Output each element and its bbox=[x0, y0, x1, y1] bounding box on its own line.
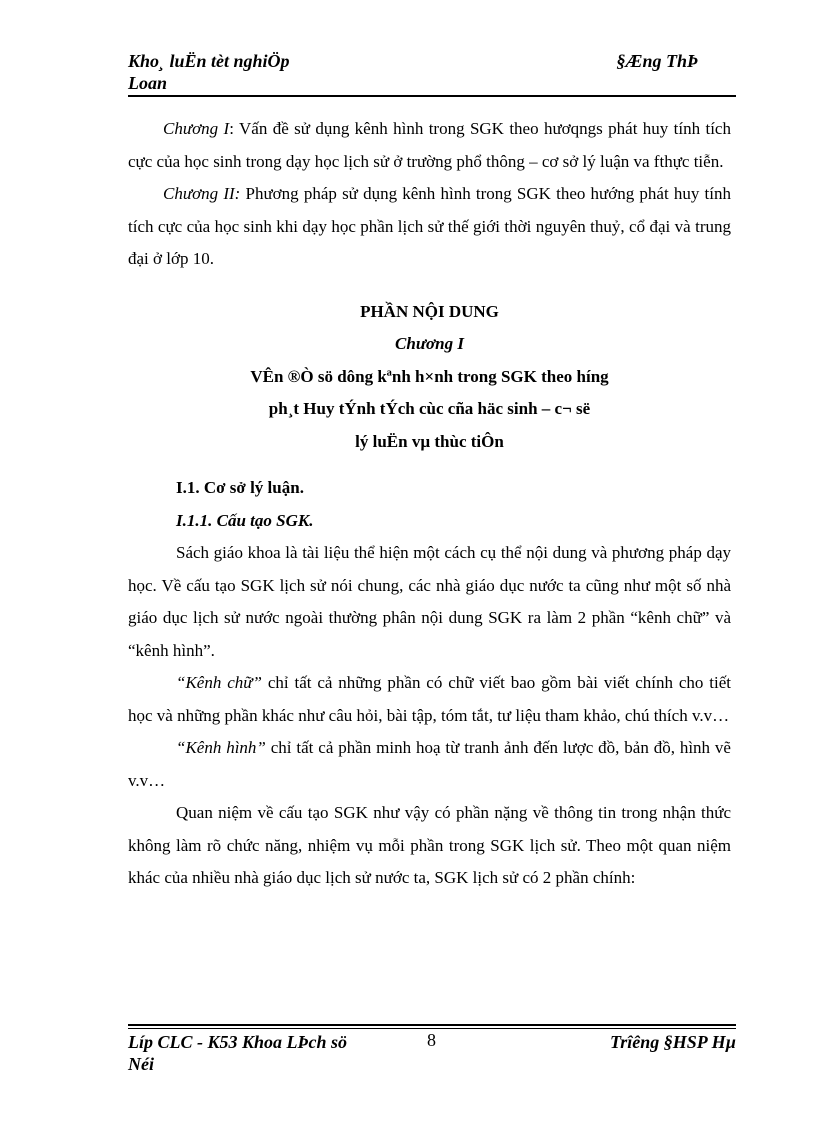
chapter-one-label: Chương I bbox=[163, 119, 230, 138]
chapter-title-line-2: ph¸t Huy tÝnh tÝch cùc cña häc sinh – c¬ së bbox=[268, 399, 591, 418]
footer-rule-thick bbox=[128, 1024, 736, 1026]
footer-right-text: Trîêng §HSP Hµ bbox=[609, 1032, 736, 1052]
text-channel-label: “Kênh chữ” bbox=[176, 673, 262, 692]
paragraph-structure-concept: Quan niệm về cấu tạo SGK như vậy có phần nặng về thông tin trong nhận thức không làm rõ chức năng, nhiệm vụ mỗi phần trong SGK lịch sử. Theo một quan niệm khác của nhiều nhà giáo dục lịch sử nước ta, SGK lịch sử có 2 phần chính: bbox=[128, 803, 731, 887]
page-number: 8 bbox=[427, 1030, 436, 1050]
page-header bbox=[128, 50, 736, 96]
header-right-text: §Æng ThÞ bbox=[616, 51, 698, 71]
footer-left-text: Líp CLC - K53 Khoa LÞch sö Néi bbox=[128, 1032, 348, 1074]
section-title: I.1. Cơ sở lý luận. bbox=[176, 478, 304, 497]
chapter-one-summary-text: : Vấn đề sử dụng kênh hình trong SGK theo hươqngs phát huy tính tích cực của học sinh trong dạy học lịch sử ở trường phổ thông – cơ sở lý luận va fthực tiễn. bbox=[128, 119, 731, 171]
image-channel-description: chỉ tất cả phần minh hoạ từ tranh ảnh đến lược đồ, bản đồ, hình vẽ v.v… bbox=[128, 738, 731, 790]
chapter-two-label: Chương II: bbox=[163, 184, 241, 203]
chapter-title-line-1: VÊn ®Ò sö dông kªnh h×nh trong SGK theo híng bbox=[250, 366, 609, 386]
paragraph-chapter-one-summary bbox=[128, 113, 731, 178]
header-rule bbox=[128, 95, 736, 97]
document-body bbox=[128, 113, 731, 895]
image-channel-label: “Kênh hình” bbox=[176, 738, 266, 757]
paragraph-chapter-two-summary bbox=[128, 178, 731, 276]
chapter-heading: Chương I bbox=[395, 334, 464, 353]
paragraph-textbook-structure: Sách giáo khoa là tài liệu thể hiện một cách cụ thể nội dung và phương pháp dạy học. Về cấu tạo SGK lịch sử nói chung, các nhà giáo dục nước ta cũng như một số nhà giáo dục lịch sử nước ngoài thường phân nội dung SGK ra làm 2 phần “kênh chữ” và “kênh hình”. bbox=[128, 543, 731, 660]
text-channel-description: chỉ tất cả những phần có chữ viết bao gồm bài viết chính cho tiết học và những phần khác như câu hỏi, bài tập, tóm tắt, tư liệu tham khảo, chú thích v.v… bbox=[128, 673, 731, 725]
paragraph-text-channel bbox=[128, 667, 731, 732]
chapter-two-summary-text: Phương pháp sử dụng kênh hình trong SGK theo hướng phát huy tính tích cực của học sinh khi dạy học phần lịch sử thế giới thời nguyên thuỷ, cổ đại và trung đại ở lớp 10. bbox=[128, 184, 731, 268]
subsection-title: I.1.1. Cấu tạo SGK. bbox=[176, 510, 314, 530]
page-footer bbox=[128, 1031, 736, 1079]
header-left-text: Kho¸ luËn tèt nghiÖp Loan bbox=[128, 51, 290, 93]
part-heading: PHẦN NỘI DUNG bbox=[360, 301, 499, 321]
chapter-title-line-3: lý luËn vµ thùc tiÔn bbox=[355, 431, 504, 451]
paragraph-image-channel bbox=[128, 732, 731, 797]
